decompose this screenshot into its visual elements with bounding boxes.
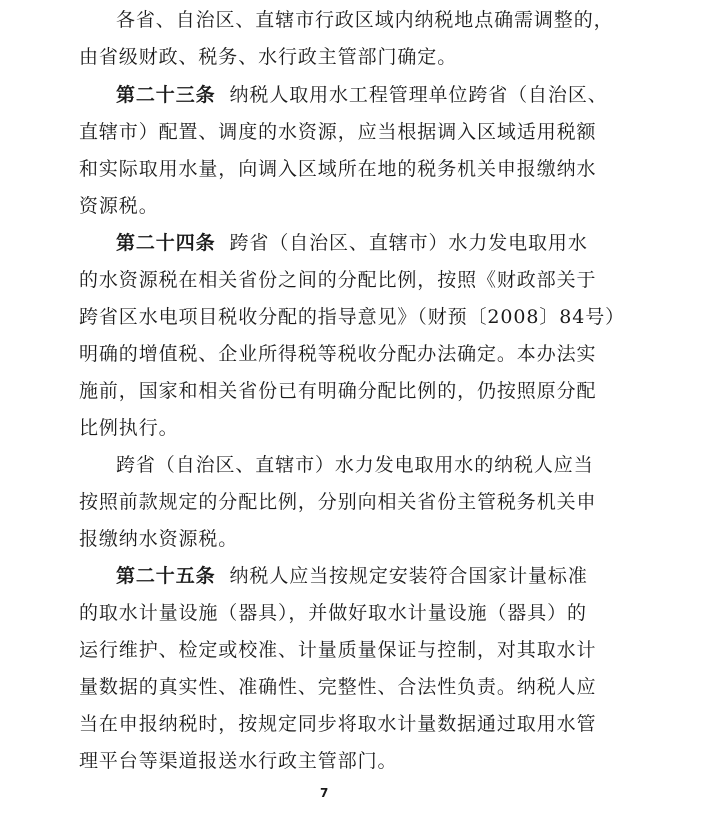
text-line: 的水资源税在相关省份之间的分配比例，按照《财政部关于 (79, 269, 597, 291)
text-line: 由省级财政、税务、水行政主管部门确定。 (79, 46, 458, 68)
article-heading: 第二十四条 (116, 232, 216, 254)
text-line: 量数据的真实性、准确性、完整性、合法性负责。纳税人应 (79, 676, 597, 698)
text-line: 跨省区水电项目税收分配的指导意见》（财预〔2008〕84号） (79, 306, 626, 328)
text-line: 施前，国家和相关省份已有明确分配比例的，仍按照原分配 (79, 380, 597, 402)
text-line: 理平台等渠道报送水行政主管部门。 (79, 750, 398, 772)
text-line: 明确的增值税、企业所得税等税收分配办法确定。本办法实 (79, 343, 597, 365)
text-line: 各省、自治区、直辖市行政区域内纳税地点确需调整的， (116, 9, 614, 31)
text-line: 当在申报纳税时，按规定同步将取水计量数据通过取用水管 (79, 713, 597, 735)
text-line: 按照前款规定的分配比例，分别向相关省份主管税务机关申 (79, 491, 597, 513)
text-line: 跨省（自治区、直辖市）水力发电取用水的纳税人应当 (116, 454, 594, 476)
text-line (116, 564, 588, 588)
text-line: 资源税。 (79, 195, 159, 217)
article-text: 纳税人取用水工程管理单位跨省（自治区、 (229, 84, 608, 106)
article-text: 跨省（自治区、直辖市）水力发电取用水 (229, 232, 588, 254)
article-heading: 第二十五条 (116, 565, 216, 587)
text-line: 和实际取用水量，向调入区域所在地的税务机关申报缴纳水 (79, 158, 597, 180)
text-line: 报缴纳水资源税。 (79, 528, 239, 550)
text-line: 直辖市）配置、调度的水资源，应当根据调入区域适用税额 (79, 121, 597, 143)
article-text: 纳税人应当按规定安装符合国家计量标准 (229, 565, 588, 587)
page-number: 7 (320, 786, 329, 800)
text-line: 运行维护、检定或校准、计量质量保证与控制，对其取水计 (79, 639, 597, 661)
text-line (116, 83, 608, 107)
text-line (116, 231, 588, 255)
article-heading: 第二十三条 (116, 84, 216, 106)
text-line: 比例执行。 (79, 417, 179, 439)
text-line: 的取水计量设施（器具），并做好取水计量设施（器具）的 (79, 602, 587, 624)
